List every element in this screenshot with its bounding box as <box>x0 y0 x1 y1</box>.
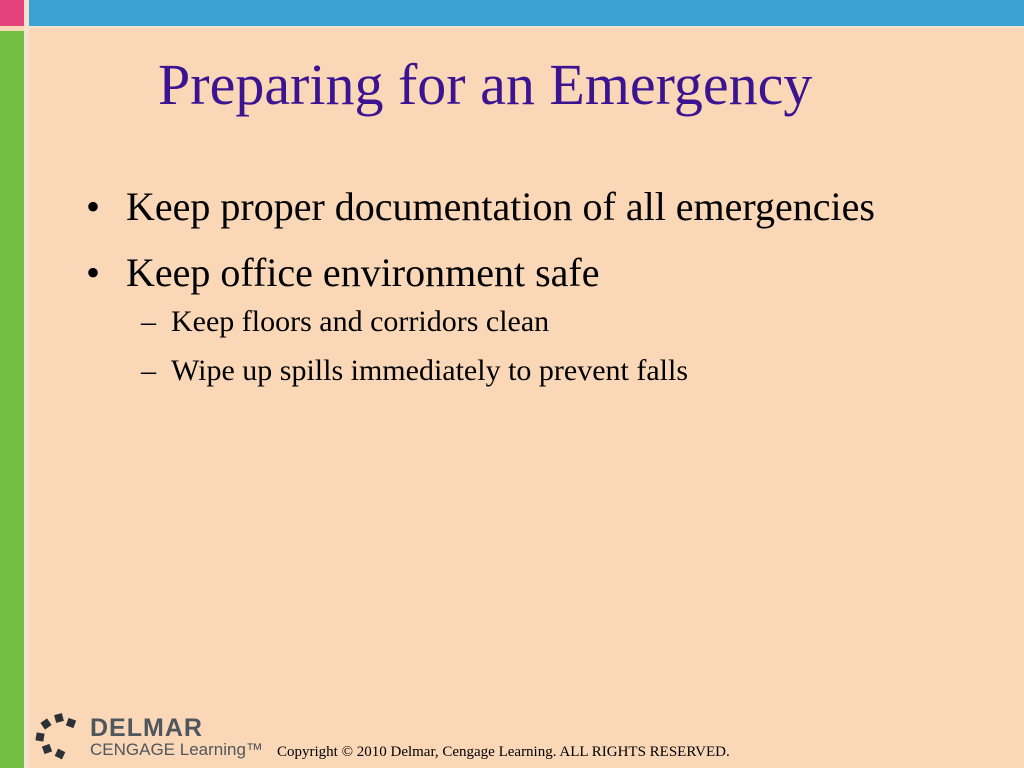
logo-delmar-text: DELMAR <box>90 714 203 742</box>
slide-body <box>86 180 906 400</box>
logo-cengage-text: CENGAGE Learning™ <box>90 740 263 759</box>
top-decorative-stripe <box>29 26 1024 28</box>
cengage-mark-icon <box>34 712 84 762</box>
bullet-marker: • <box>86 184 101 229</box>
copyright-text: Copyright © 2010 Delmar, Cengage Learning. ALL RIGHTS RESERVED. <box>277 744 730 760</box>
sub-bullet-list <box>86 302 906 391</box>
sub-bullet-marker: – <box>141 354 156 387</box>
sub-bullet-text: Keep floors and corridors clean <box>171 305 550 338</box>
bullet-text: Keep proper documentation of all emergencies <box>126 184 875 229</box>
sub-bullet-item <box>86 351 906 391</box>
bullet-text: Keep office environment safe <box>126 250 600 295</box>
bullet-item <box>86 180 906 234</box>
top-decorative-bar <box>29 0 1024 26</box>
sub-bullet-marker: – <box>141 305 156 338</box>
corner-accent <box>0 0 24 26</box>
delmar-cengage-logo <box>34 712 266 762</box>
sub-bullet-text: Wipe up spills immediately to prevent falls <box>171 354 689 387</box>
bullet-marker: • <box>86 250 101 295</box>
slide-title: Preparing for an Emergency <box>158 52 813 117</box>
sub-bullet-item <box>86 302 906 342</box>
left-decorative-bar <box>0 31 24 768</box>
left-decorative-stripe <box>24 0 29 768</box>
bullet-item <box>86 246 906 300</box>
